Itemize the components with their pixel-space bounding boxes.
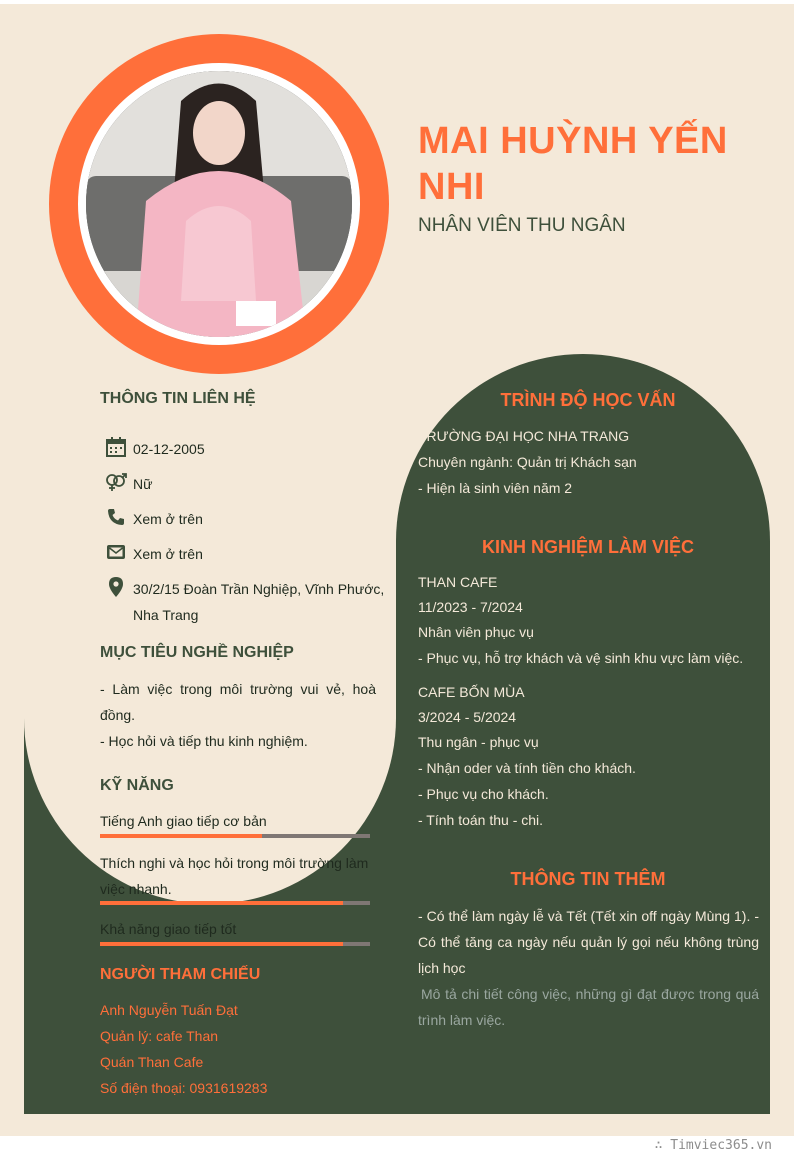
reference-company: Quán Than Cafe — [100, 1054, 204, 1070]
reference-phone: Số điện thoại: 0931619283 — [100, 1080, 268, 1096]
avatar — [86, 71, 352, 337]
email-icon — [104, 541, 128, 563]
education-status: - Hiện là sinh viên năm 2 — [418, 480, 573, 496]
gender-icon — [104, 471, 128, 493]
job-2-detail-2: - Phục vụ cho khách. — [418, 786, 549, 802]
experience-section-title: KINH NGHIỆM LÀM VIỆC — [481, 537, 694, 557]
avatar-ring — [49, 34, 389, 374]
job-2-role: Thu ngân - phục vụ — [418, 734, 539, 750]
phone-icon — [104, 506, 128, 528]
skill-name-2: Thích nghi và học hỏi trong môi trường làm việc nhanh. — [100, 855, 369, 897]
contact-gender — [104, 471, 394, 497]
objective-section-title: MỤC TIÊU NGHỀ NGHIỆP — [100, 644, 294, 661]
extra-section-title: THÔNG TIN THÊM — [510, 869, 666, 889]
job-2-detail-1: - Nhận oder và tính tiền cho khách. — [418, 760, 636, 776]
address-line-1: 30/2/15 Đoàn Trần Nghiệp, Vĩnh Phước, — [133, 581, 385, 597]
job-title: NHÂN VIÊN THU NGÂN — [418, 215, 626, 236]
skill-bar-1 — [100, 834, 370, 838]
contact-birthday — [104, 436, 394, 462]
address-line-2: Nha Trang — [133, 607, 199, 623]
calendar-icon — [104, 436, 128, 458]
contact-address — [104, 576, 394, 628]
reference-position: Quản lý: cafe Than — [100, 1028, 219, 1044]
references-section-title: NGƯỜI THAM CHIẾU — [100, 966, 261, 983]
skills-section-title: KỸ NĂNG — [100, 777, 174, 794]
cv-page — [0, 4, 794, 1136]
phone-value: Xem ở trên — [133, 511, 203, 527]
gender-value: Nữ — [133, 476, 153, 492]
contact-section-title: THÔNG TIN LIÊN HỆ — [100, 390, 256, 407]
objective-line-1: - Làm việc trong môi trường vui vẻ, hoà đồng. — [100, 681, 376, 723]
extra-placeholder: Mô tả chi tiết công việc, những gì đạt được trong quá trình làm việc. — [418, 986, 759, 1028]
job-2-company: CAFE BỐN MÙA — [418, 684, 525, 700]
job-2-period: 3/2024 - 5/2024 — [418, 709, 517, 725]
job-1-period: 11/2023 - 7/2024 — [418, 599, 523, 615]
job-1-detail-1: - Phục vụ, hỗ trợ khách và vệ sinh khu vực làm việc. — [418, 650, 744, 666]
birthday-value: 02-12-2005 — [133, 441, 205, 457]
objective-line-2: - Học hỏi và tiếp thu kinh nghiệm. — [100, 733, 308, 749]
reference-name: Anh Nguyễn Tuấn Đạt — [100, 1002, 238, 1018]
job-2-detail-3: - Tính toán thu - chi. — [418, 812, 544, 828]
email-value: Xem ở trên — [133, 546, 203, 562]
education-major: Chuyên ngành: Quản trị Khách sạn — [418, 454, 637, 470]
skill-name-3: Khả năng giao tiếp tốt — [100, 921, 237, 937]
sparkle-icon: ∴ — [654, 1138, 671, 1153]
watermark: ∴ Timviec365.vn — [654, 1138, 772, 1153]
education-section-title: TRÌNH ĐỘ HỌC VẤN — [500, 390, 676, 410]
job-1-company: THAN CAFE — [418, 574, 498, 590]
contact-phone — [104, 506, 394, 532]
avatar-photo — [86, 71, 352, 337]
contact-email — [104, 541, 394, 567]
skill-bar-2 — [100, 901, 370, 905]
candidate-name: MAI HUỲNH YẾN NHI — [418, 120, 728, 208]
skill-name-1: Tiếng Anh giao tiếp cơ bản — [100, 813, 267, 829]
job-1-role: Nhân viên phục vụ — [418, 624, 534, 640]
location-icon — [104, 576, 128, 598]
education-school: TRƯỜNG ĐẠI HỌC NHA TRANG — [418, 428, 630, 444]
extra-text: - Có thể làm ngày lễ và Tết (Tết xin off ngày Mùng 1). - Có thể tăng ca ngày nếu quản lý gọi nếu không trùng lịch học — [418, 908, 759, 976]
skill-bar-3 — [100, 942, 370, 946]
